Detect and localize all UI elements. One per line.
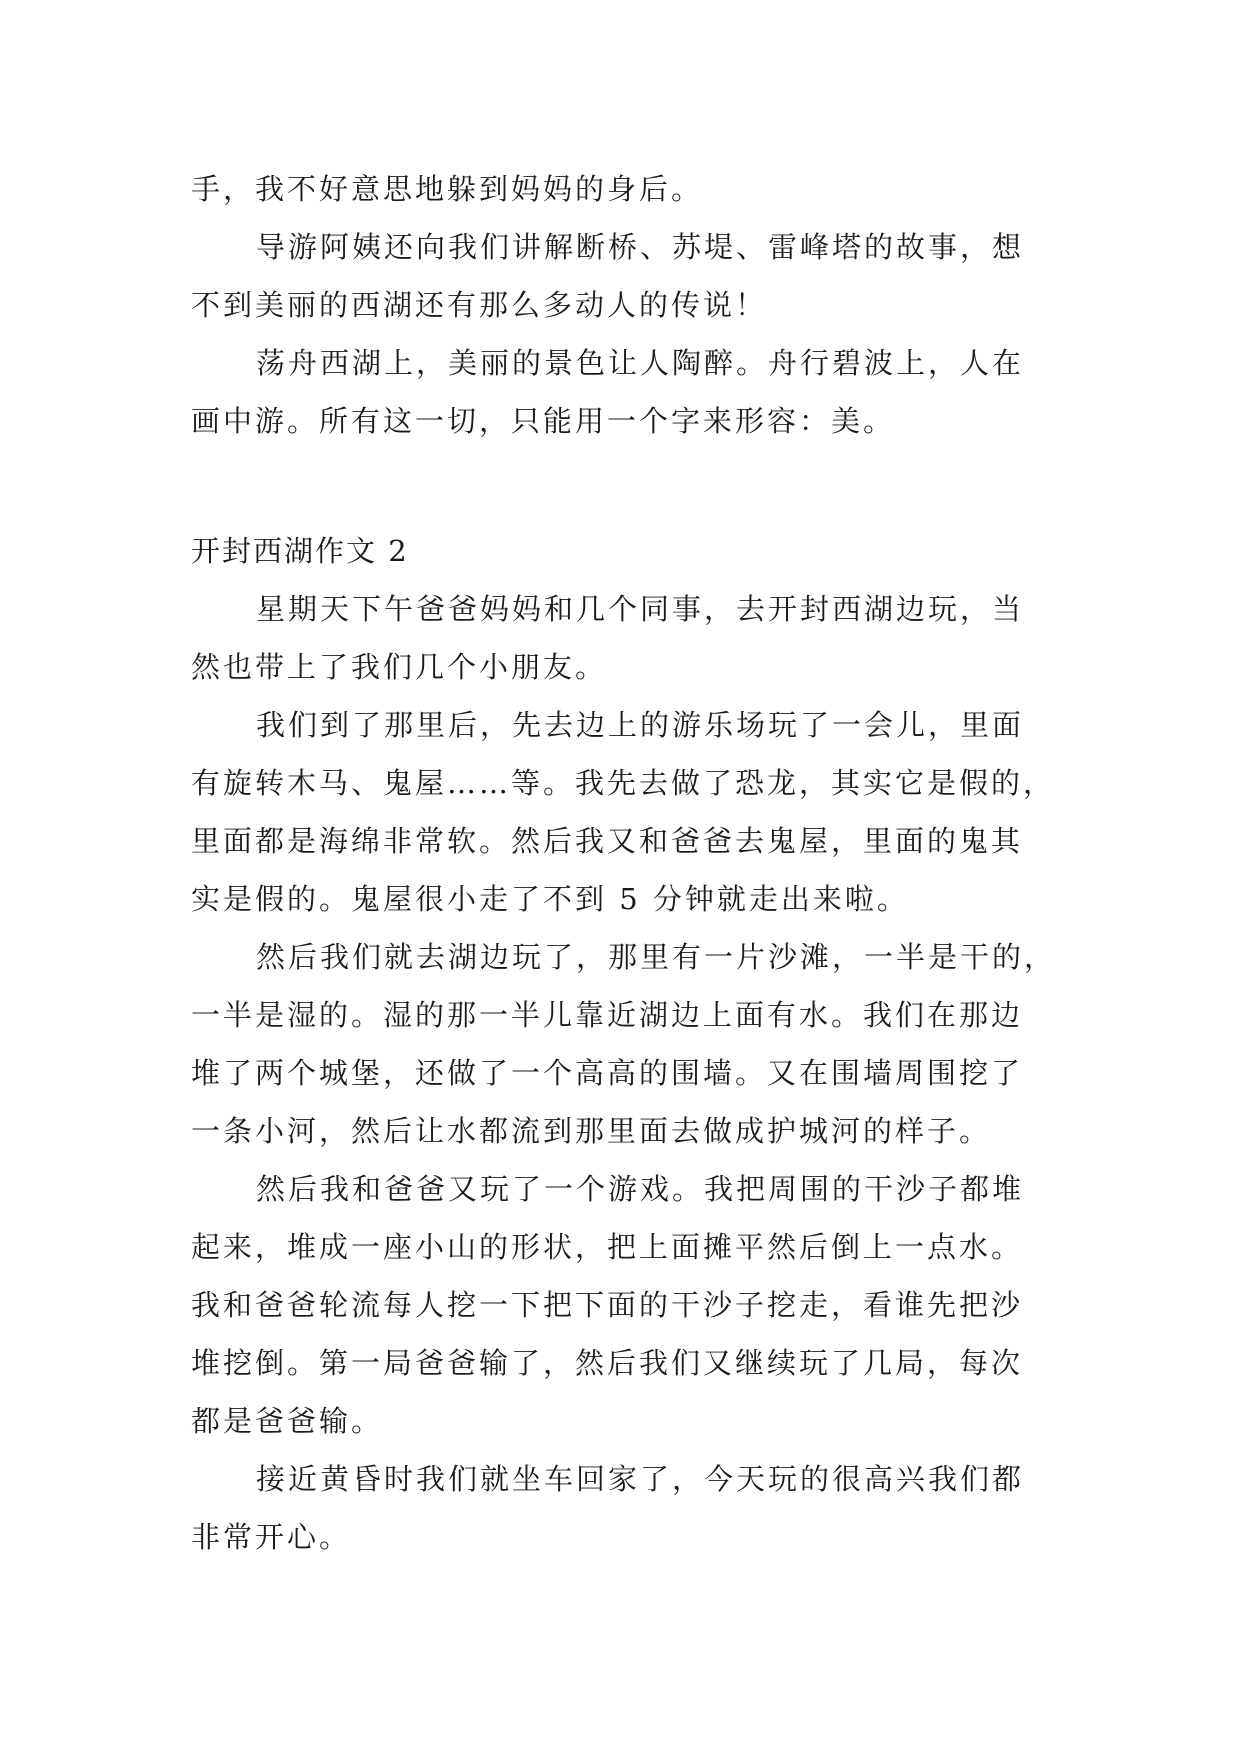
paragraph-start: 星期天下午爸爸妈妈和几个同事，去开封西湖边玩，当: [256, 592, 1025, 626]
paragraph-start: 接近黄昏时我们就坐车回家了，今天玩的很高兴我们都: [256, 1462, 1025, 1496]
paragraph-start: 导游阿姨还向我们讲解断桥、苏堤、雷峰塔的故事，想: [256, 230, 1025, 264]
section-gap: [191, 450, 1051, 522]
text-line: 手，我不好意思地躲到妈妈的身后。: [191, 172, 704, 206]
text-line: 一条小河，然后让水都流到那里面去做成护城河的样子。: [191, 1114, 992, 1148]
paragraph-start: 荡舟西湖上，美丽的景色让人陶醉。舟行碧波上，人在: [256, 346, 1025, 380]
text-line: 画中游。所有这一切，只能用一个字来形容：美。: [191, 404, 896, 438]
document-body: [191, 160, 1057, 1566]
paragraph-start: 然后我们就去湖边玩了，那里有一片沙滩，一半是干的，: [256, 940, 1057, 974]
text-line: 非常开心。: [191, 1520, 352, 1554]
paragraph-start: 我们到了那里后，先去边上的游乐场玩了一会儿，里面: [256, 708, 1025, 742]
text-line: 一半是湿的。湿的那一半儿靠近湖边上面有水。我们在那边: [191, 998, 1024, 1032]
essay-title: 开封西湖作文 2: [191, 534, 409, 568]
text-line: 起来，堆成一座小山的形状，把上面摊平然后倒上一点水。: [191, 1230, 1024, 1264]
text-line: 实是假的。鬼屋很小走了不到 5 分钟就走出来啦。: [191, 882, 909, 916]
text-line: 我和爸爸轮流每人挖一下把下面的干沙子挖走，看谁先把沙: [191, 1288, 1024, 1322]
text-line: 堆挖倒。第一局爸爸输了，然后我们又继续玩了几局，每次: [191, 1346, 1024, 1380]
text-line: 里面都是海绵非常软。然后我又和爸爸去鬼屋，里面的鬼其: [191, 824, 1024, 858]
paragraph-start: 然后我和爸爸又玩了一个游戏。我把周围的干沙子都堆: [256, 1172, 1025, 1206]
text-line: 不到美丽的西湖还有那么多动人的传说！: [191, 288, 768, 322]
text-line: 然也带上了我们几个小朋友。: [191, 650, 608, 684]
text-line: 有旋转木马、鬼屋……等。我先去做了恐龙，其实它是假的，: [191, 766, 1056, 800]
text-line: 堆了两个城堡，还做了一个高高的围墙。又在围墙周围挖了: [191, 1056, 1024, 1090]
text-line: 都是爸爸输。: [191, 1404, 384, 1438]
